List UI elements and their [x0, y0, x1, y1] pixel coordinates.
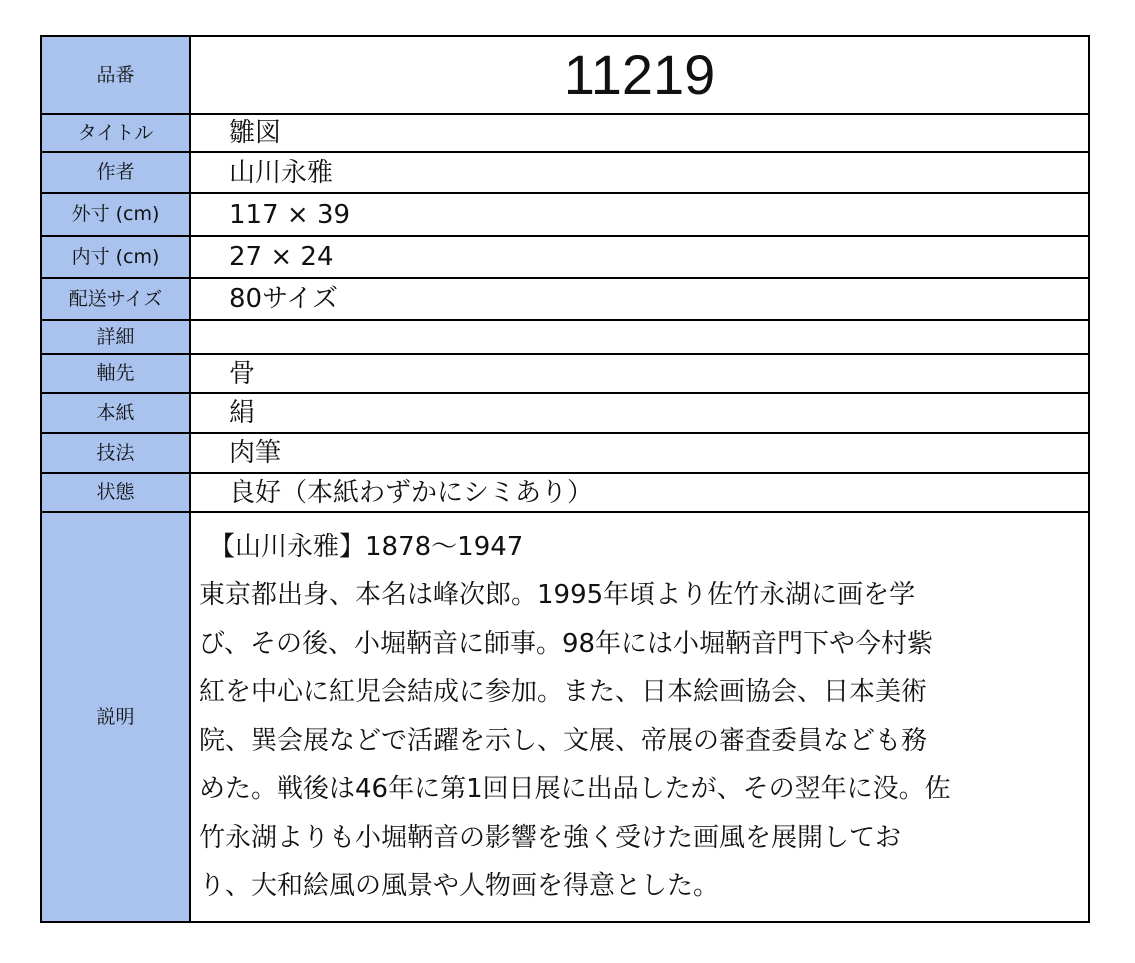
product-no-row: [41, 36, 1089, 114]
condition-row: [41, 473, 1089, 512]
details-row: [41, 320, 1089, 354]
description-body: 東京都出身、本名は峰次郎。1995年頃より佐竹永湖に画を学 び、その後、小堀鞆音に師事。98年には小堀鞆音門下や今村紫 紅を中心に紅児会結成に参加。また、日本絵画協会、日本美術 院、巽会展などで活躍を示し、文展、帝展の審査委員なども務 めた。戦後は46年に第1回日展に出品したが、その翌年に没。佐 竹永湖よりも小堀鞆音の影響を強く受けた画風を展開してお り、大和絵風の風景や人物画を得意とした。: [199, 580, 951, 901]
product-no-label: 品番: [41, 36, 190, 114]
condition-label: 状態: [41, 473, 190, 512]
shipping-size-row: [41, 278, 1089, 320]
base-material-label: 本紙: [41, 393, 190, 433]
details-value: [190, 320, 1089, 354]
shipping-size-value: 80サイズ: [190, 278, 1089, 320]
description-row: [41, 512, 1089, 922]
roller-end-label: 軸先: [41, 354, 190, 393]
title-row: [41, 114, 1089, 152]
inner-size-row: [41, 236, 1089, 278]
technique-value: 肉筆: [190, 433, 1089, 473]
technique-row: [41, 433, 1089, 473]
details-label: 詳細: [41, 320, 190, 354]
outer-size-label: 外寸 (cm): [41, 193, 190, 236]
product-no-value: 11219: [190, 36, 1089, 114]
artist-row: [41, 152, 1089, 193]
description-cell: [190, 512, 1089, 922]
artist-value: 山川永雅: [190, 152, 1089, 193]
roller-end-value: 骨: [190, 354, 1089, 393]
inner-size-label: 内寸 (cm): [41, 236, 190, 278]
description-label: 説明: [41, 512, 190, 922]
product-spec-table: [40, 35, 1090, 923]
base-material-value: 絹: [190, 393, 1089, 433]
roller-end-row: [41, 354, 1089, 393]
title-label: タイトル: [41, 114, 190, 152]
outer-size-value: 117 × 39: [190, 193, 1089, 236]
outer-size-row: [41, 193, 1089, 236]
inner-size-value: 27 × 24: [190, 236, 1089, 278]
artist-label: 作者: [41, 152, 190, 193]
description-heading: 【山川永雅】1878〜1947: [209, 532, 524, 562]
title-value: 雛図: [190, 114, 1089, 152]
technique-label: 技法: [41, 433, 190, 473]
base-material-row: [41, 393, 1089, 433]
condition-value: 良好（本紙わずかにシミあり）: [190, 473, 1089, 512]
shipping-size-label: 配送サイズ: [41, 278, 190, 320]
